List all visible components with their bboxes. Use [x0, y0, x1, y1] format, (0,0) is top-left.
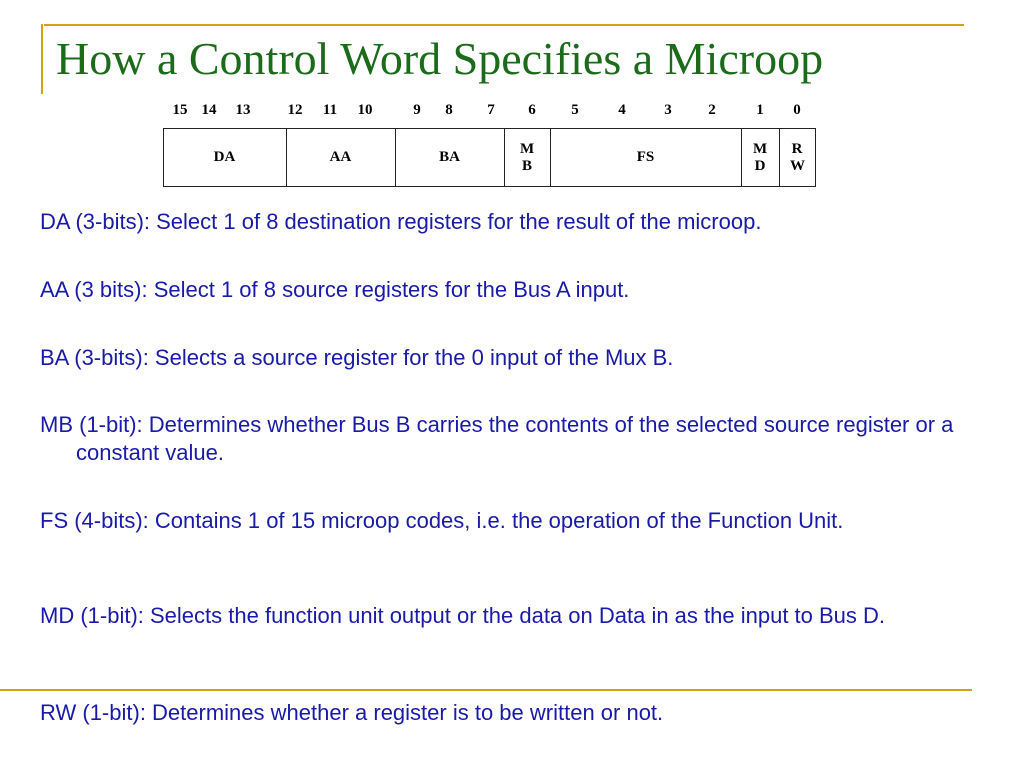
- top-rule: [44, 24, 964, 26]
- bit-number-2: 2: [708, 102, 716, 118]
- description-ba: BA (3-bits): Selects a source register for the 0 input of the Mux B.: [40, 345, 674, 370]
- description-rw: RW (1-bit): Determines whether a register is to be written or not.: [40, 700, 664, 725]
- description-md: MD (1-bit): Selects the function unit output or the data on Data in as the input to Bus D.: [40, 603, 886, 628]
- bit-number-4: 4: [618, 102, 626, 118]
- field-da: DA: [163, 128, 287, 187]
- bit-number-11: 11: [322, 102, 338, 118]
- description-mb: MB (1-bit): Determines whether Bus B carries the contents of the selected source register or a constant value.: [40, 412, 954, 465]
- bit-number-1: 1: [756, 102, 764, 118]
- description-aa: AA (3 bits): Select 1 of 8 source registers for the Bus A input.: [40, 277, 630, 302]
- bit-number-0: 0: [793, 102, 801, 118]
- bit-number-13: 13: [235, 102, 251, 118]
- bit-number-14: 14: [201, 102, 217, 118]
- field-mb: MB: [504, 128, 551, 187]
- bit-number-8: 8: [445, 102, 453, 118]
- slide-title: How a Control Word Specifies a Microop: [56, 33, 824, 84]
- bit-number-3: 3: [664, 102, 672, 118]
- field-md: MD: [741, 128, 780, 187]
- field-fs: FS: [550, 128, 742, 187]
- bit-number-5: 5: [571, 102, 579, 118]
- bit-number-6: 6: [528, 102, 536, 118]
- bit-number-15: 15: [172, 102, 188, 118]
- description-fs: FS (4-bits): Contains 1 of 15 microop codes, i.e. the operation of the Function Unit.: [40, 508, 844, 533]
- bit-number-12: 12: [287, 102, 303, 118]
- bit-number-9: 9: [413, 102, 421, 118]
- left-rule: [41, 24, 43, 94]
- field-rw: RW: [779, 128, 816, 187]
- bit-number-7: 7: [487, 102, 495, 118]
- field-ba: BA: [395, 128, 505, 187]
- bit-number-10: 10: [357, 102, 373, 118]
- bottom-rule: [0, 689, 972, 691]
- field-aa: AA: [286, 128, 396, 187]
- description-da: DA (3-bits): Select 1 of 8 destination registers for the result of the microop.: [40, 209, 762, 234]
